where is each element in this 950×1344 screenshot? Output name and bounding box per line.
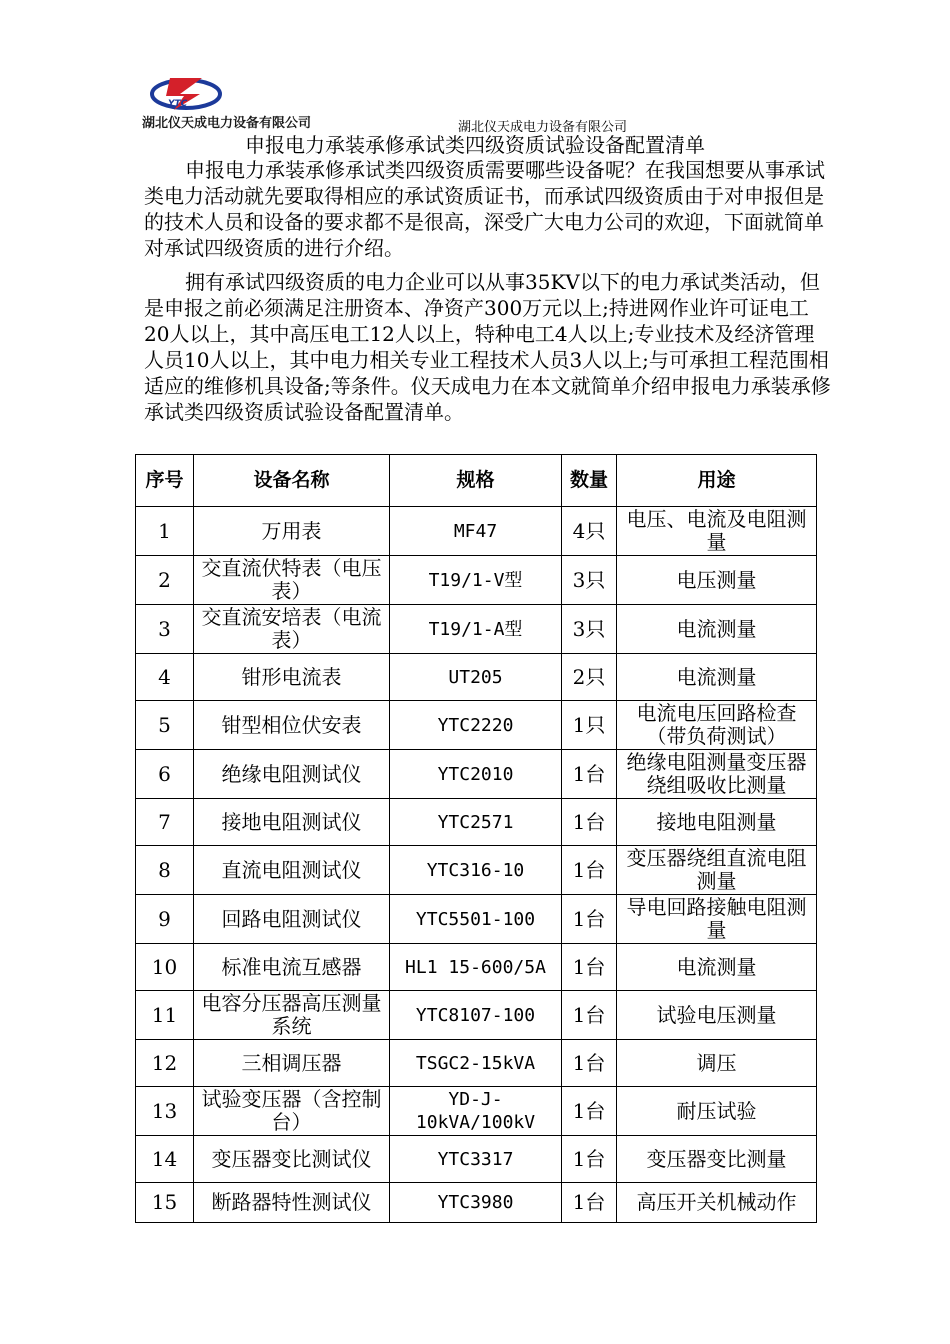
table-row [136,1136,817,1183]
cell-use: 调压 [617,1040,817,1087]
cell-no: 1 [136,507,194,556]
cell-spec: YTC2010 [390,750,562,799]
cell-no: 5 [136,701,194,750]
cell-use: 试验电压测量 [617,991,817,1040]
cell-name: 断路器特性测试仪 [194,1183,390,1223]
table-row [136,605,817,654]
cell-name: 交直流伏特表（电压表） [194,556,390,605]
ytc-logo-icon [150,72,222,112]
cell-no: 13 [136,1087,194,1136]
cell-qty: 1台 [562,799,617,846]
cell-name: 三相调压器 [194,1040,390,1087]
header-no: 序号 [136,455,194,507]
cell-qty: 2只 [562,654,617,701]
cell-no: 2 [136,556,194,605]
company-logo [142,72,332,130]
table-row [136,507,817,556]
cell-no: 7 [136,799,194,846]
cell-spec: YTC3980 [390,1183,562,1223]
cell-name: 回路电阻测试仪 [194,895,390,944]
cell-no: 6 [136,750,194,799]
cell-use: 变压器绕组直流电阻测量 [617,846,817,895]
cell-name: 变压器变比测试仪 [194,1136,390,1183]
cell-spec: YD-J-10kVA/100kV [390,1087,562,1136]
cell-use: 电流测量 [617,654,817,701]
cell-qty: 1台 [562,750,617,799]
logo-company-name: 湖北仪天成电力设备有限公司 [142,116,312,131]
table-row [136,799,817,846]
cell-name: 接地电阻测试仪 [194,799,390,846]
cell-use: 电压、电流及电阻测量 [617,507,817,556]
intro-paragraph-1: 申报电力承装承修承试类四级资质需要哪些设备呢？在我国想要从事承试类电力活动就先要取得相应的承试资质证书，而承试四级资质由于对申报但是的技术人员和设备的要求都不是很高，深受广大电力公司的欢迎，下面就简单对承试四级资质的进行介绍。 [144,158,825,260]
header-use: 用途 [617,455,817,507]
cell-no: 4 [136,654,194,701]
cell-qty: 1台 [562,895,617,944]
cell-qty: 1台 [562,1136,617,1183]
header-qty: 数量 [562,455,617,507]
cell-use: 绝缘电阻测量变压器绕组吸收比测量 [617,750,817,799]
cell-spec: T19/1-V型 [390,556,562,605]
cell-name: 电容分压器高压测量系统 [194,991,390,1040]
cell-use: 电流测量 [617,605,817,654]
cell-spec: UT205 [390,654,562,701]
table-row [136,991,817,1040]
cell-use: 耐压试验 [617,1087,817,1136]
cell-spec: YTC2220 [390,701,562,750]
cell-name: 绝缘电阻测试仪 [194,750,390,799]
table-row [136,701,817,750]
cell-qty: 1台 [562,1183,617,1223]
cell-use: 导电回路接触电阻测量 [617,895,817,944]
cell-qty: 4只 [562,507,617,556]
cell-name: 直流电阻测试仪 [194,846,390,895]
header-name: 设备名称 [194,455,390,507]
cell-qty: 1台 [562,944,617,991]
cell-name: 标准电流互感器 [194,944,390,991]
cell-no: 3 [136,605,194,654]
cell-spec: YTC3317 [390,1136,562,1183]
cell-qty: 1只 [562,701,617,750]
cell-spec: YTC8107-100 [390,991,562,1040]
cell-spec: YTC316-10 [390,846,562,895]
cell-no: 10 [136,944,194,991]
cell-no: 8 [136,846,194,895]
table-row [136,895,817,944]
table-row [136,654,817,701]
cell-spec: HL1 15-600/5A [390,944,562,991]
cell-use: 电压测量 [617,556,817,605]
cell-no: 9 [136,895,194,944]
cell-qty: 1台 [562,846,617,895]
cell-name: 钳型相位伏安表 [194,701,390,750]
equipment-table [135,454,817,1223]
cell-spec: T19/1-A型 [390,605,562,654]
cell-qty: 1台 [562,991,617,1040]
table-row [136,1087,817,1136]
logo-brand-text: YTC [168,99,188,109]
cell-use: 高压开关机械动作 [617,1183,817,1223]
cell-name: 试验变压器（含控制台） [194,1087,390,1136]
table-row [136,556,817,605]
cell-use: 电流电压回路检查（带负荷测试） [617,701,817,750]
cell-qty: 3只 [562,556,617,605]
cell-no: 14 [136,1136,194,1183]
document-title: 申报电力承装承修承试类四级资质试验设备配置清单 [245,133,705,157]
intro-section [144,157,834,425]
cell-name: 钳形电流表 [194,654,390,701]
cell-spec: MF47 [390,507,562,556]
cell-no: 15 [136,1183,194,1223]
cell-name: 交直流安培表（电流表） [194,605,390,654]
cell-no: 11 [136,991,194,1040]
table-row [136,750,817,799]
cell-qty: 3只 [562,605,617,654]
table-row [136,1183,817,1223]
cell-qty: 1台 [562,1040,617,1087]
cell-spec: YTC5501-100 [390,895,562,944]
cell-spec: YTC2571 [390,799,562,846]
cell-qty: 1台 [562,1087,617,1136]
cell-use: 变压器变比测量 [617,1136,817,1183]
cell-no: 12 [136,1040,194,1087]
cell-use: 电流测量 [617,944,817,991]
header-company: 湖北仪天成电力设备有限公司 [458,120,628,135]
table-row [136,944,817,991]
table-row [136,846,817,895]
intro-paragraph-2: 拥有承试四级资质的电力企业可以从事35KV以下的电力承试类活动，但是申报之前必须满足注册资本、净资产300万元以上;持进网作业许可证电工20人以上，其中高压电工12人以上，特种电工4人以上;专业技术及经济管理人员10人以上，其中电力相关专业工程技术人员3人以上;与可承担工程范围相适应的维修机具设备;等条件。仪天成电力在本文就简单介绍申报电力承装承修承试类四级资质试验设备配置清单。 [144,270,831,424]
header-spec: 规格 [390,455,562,507]
cell-name: 万用表 [194,507,390,556]
cell-spec: TSGC2-15kVA [390,1040,562,1087]
cell-use: 接地电阻测量 [617,799,817,846]
table-row [136,1040,817,1087]
table-header-row [136,455,817,507]
